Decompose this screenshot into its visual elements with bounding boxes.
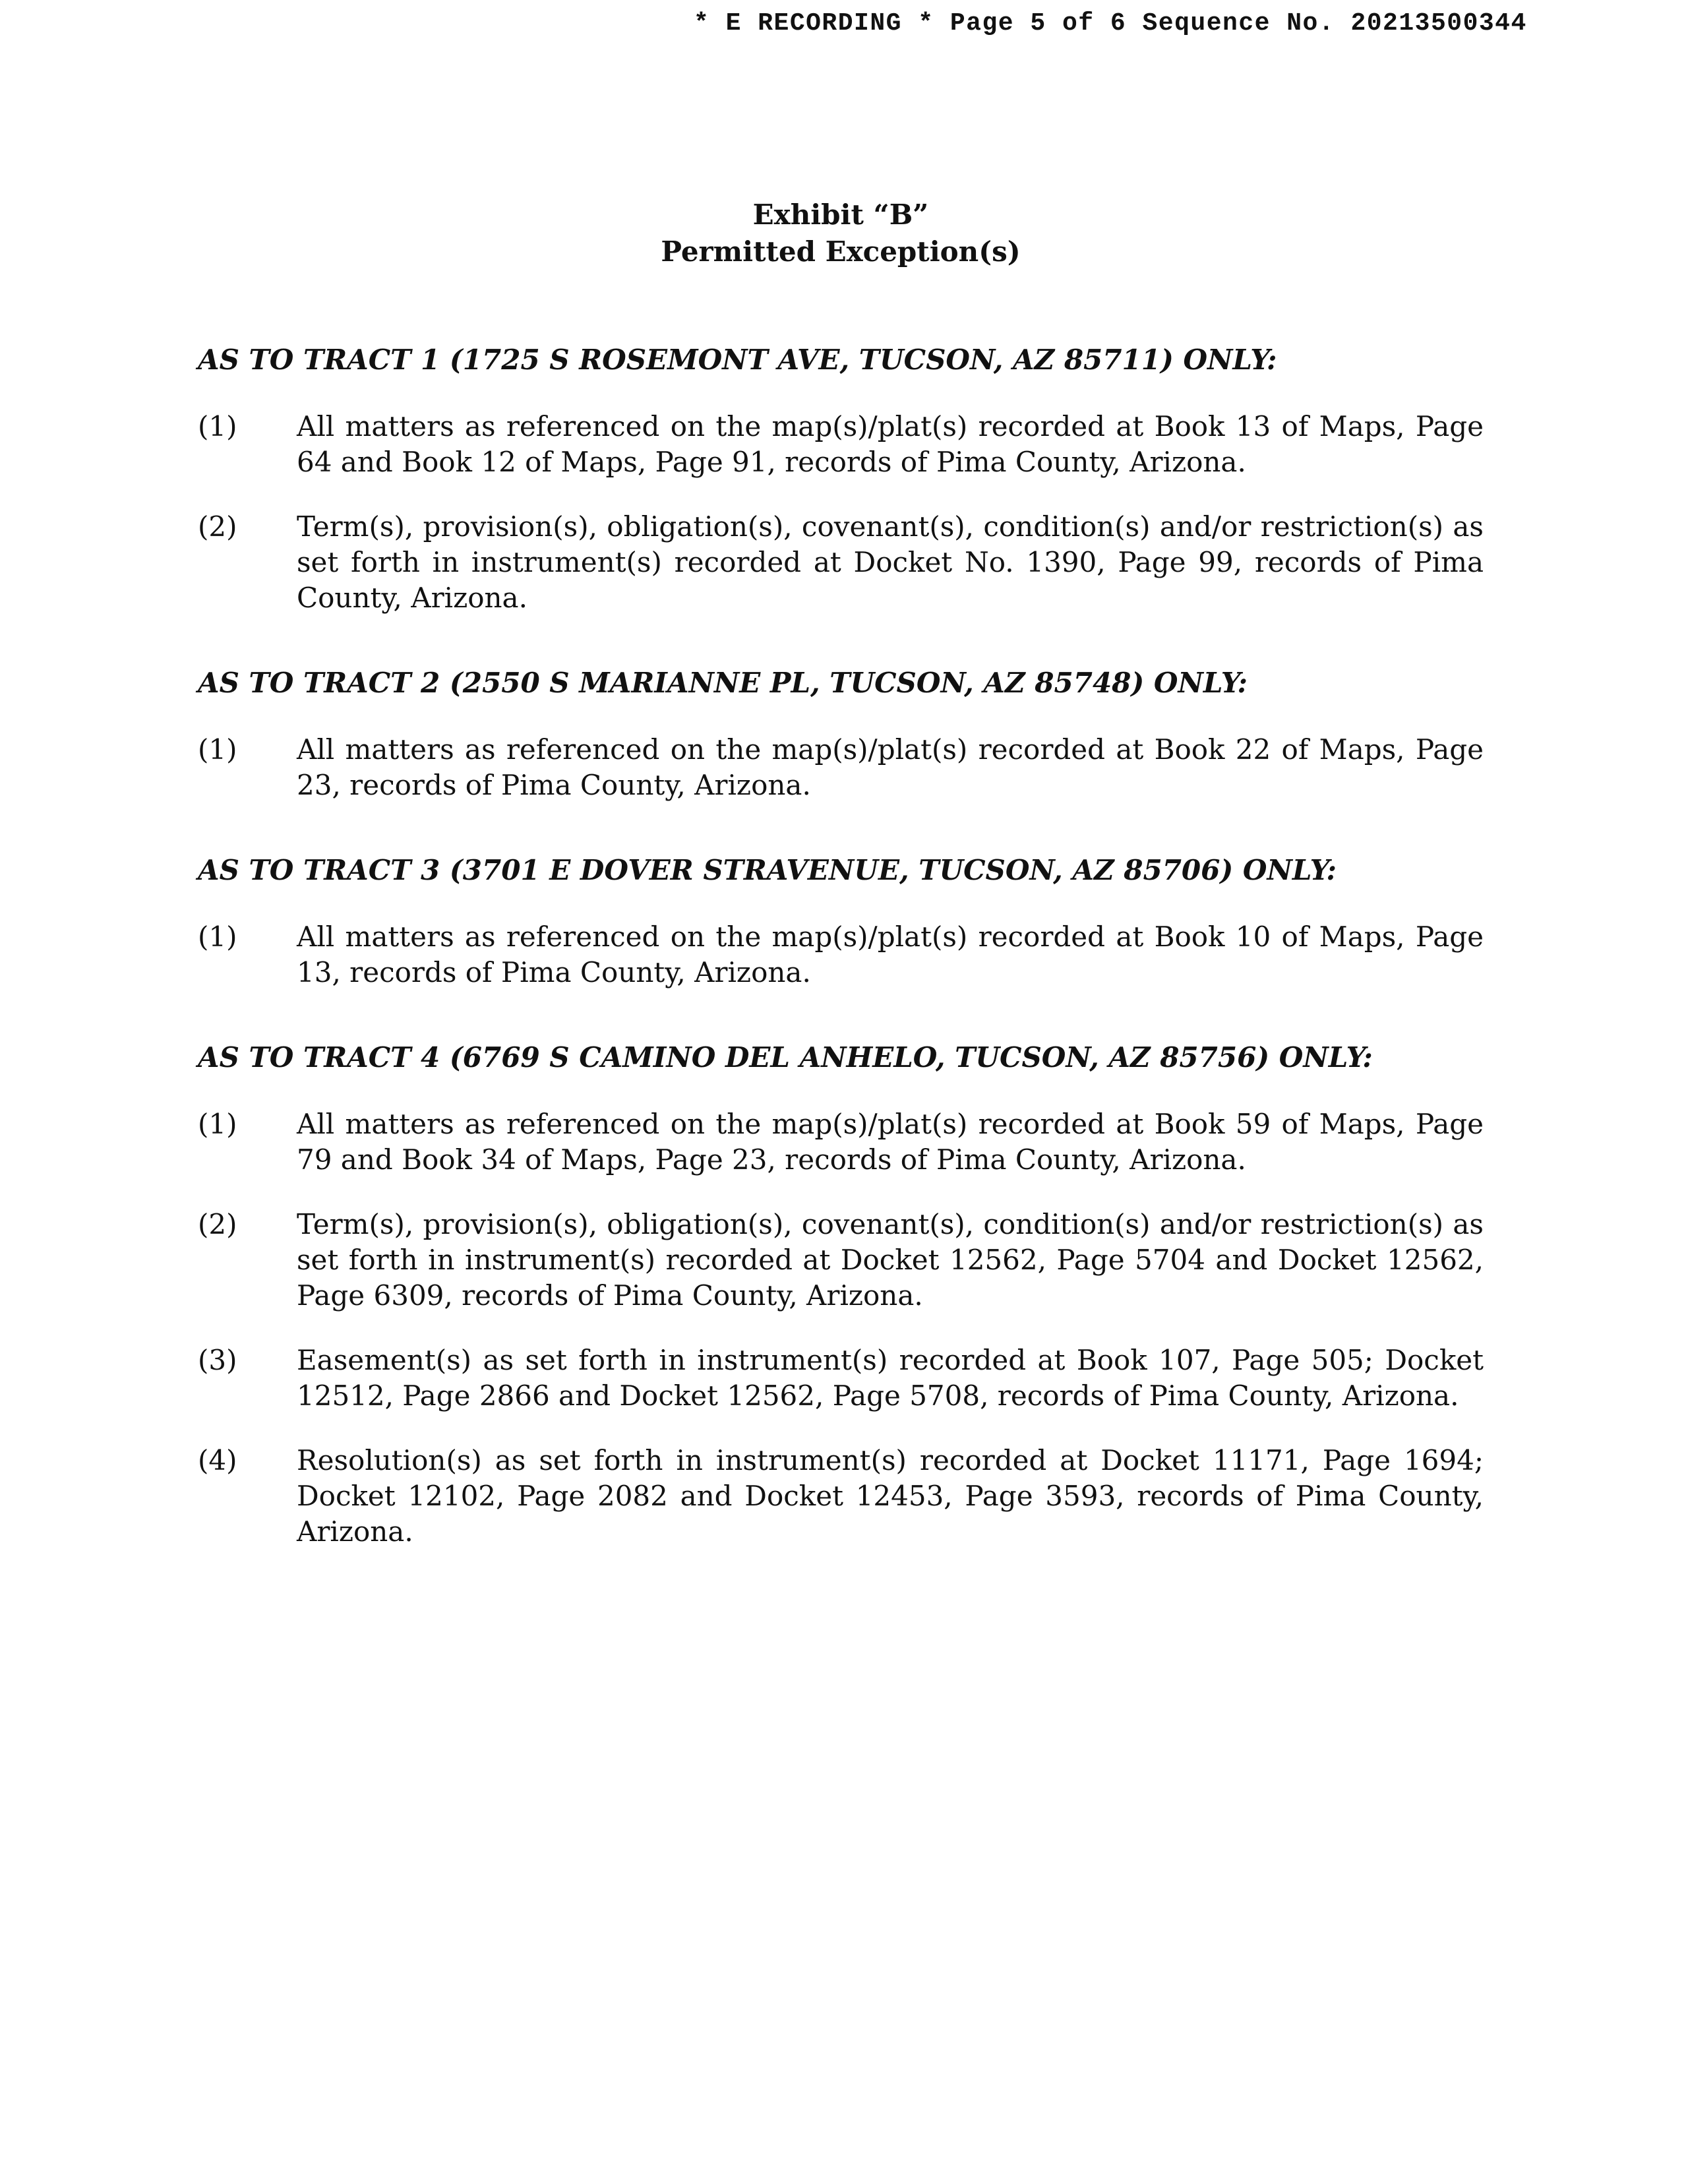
exception-item — [198, 732, 1484, 803]
item-text: All matters as referenced on the map(s)/plat(s) recorded at Book 10 of Maps, Page 13, records of Pima County, Arizona. — [297, 921, 1484, 988]
tract-section-4 — [198, 1039, 1484, 1550]
document-page — [198, 197, 1484, 1598]
tract-heading: AS TO TRACT 3 (3701 E DOVER STRAVENUE, TUCSON, AZ 85706) ONLY: — [198, 854, 1337, 886]
exhibit-title — [198, 197, 1484, 270]
exception-item — [198, 1343, 1484, 1414]
exception-item — [198, 509, 1484, 616]
tract-section-1 — [198, 342, 1484, 616]
exception-item — [198, 1443, 1484, 1550]
item-text: All matters as referenced on the map(s)/plat(s) recorded at Book 59 of Maps, Page 79 and Book 34 of Maps, Page 23, records of Pima County, Arizona. — [297, 1108, 1484, 1176]
item-text: All matters as referenced on the map(s)/plat(s) recorded at Book 22 of Maps, Page 23, records of Pima County, Arizona. — [297, 733, 1484, 801]
item-text: Term(s), provision(s), obligation(s), covenant(s), condition(s) and/or restriction(s) as set forth in instrument(s) recorded at Docket 12562, Page 5704 and Docket 12562, Page 6309, records of Pima County, Arizona. — [297, 1208, 1484, 1312]
recording-stamp: * E RECORDING * Page 5 of 6 Sequence No. 20213500344 — [694, 9, 1527, 38]
item-text: Term(s), provision(s), obligation(s), covenant(s), condition(s) and/or restriction(s) as set forth in instrument(s) recorded at Docket No. 1390, Page 99, records of Pima County, Arizona. — [297, 510, 1484, 614]
item-number: (1) — [198, 921, 237, 953]
tract-section-3 — [198, 852, 1484, 990]
item-number: (1) — [198, 733, 237, 766]
tract-section-2 — [198, 665, 1484, 803]
tract-heading: AS TO TRACT 4 (6769 S CAMINO DEL ANHELO, TUCSON, AZ 85756) ONLY: — [198, 1041, 1373, 1074]
exception-item — [198, 1207, 1484, 1314]
item-number: (1) — [198, 1108, 237, 1140]
item-text: Resolution(s) as set forth in instrument(s) recorded at Docket 11171, Page 1694; Docket 12102, Page 2082 and Docket 12453, Page 3593, records of Pima County, Arizona. — [297, 1444, 1484, 1548]
exception-item — [198, 1107, 1484, 1178]
item-number: (3) — [198, 1344, 237, 1376]
item-number: (2) — [198, 510, 237, 543]
item-text: Easement(s) as set forth in instrument(s) recorded at Book 107, Page 505; Docket 12512, Page 2866 and Docket 12562, Page 5708, records of Pima County, Arizona. — [297, 1344, 1484, 1412]
item-number: (1) — [198, 410, 237, 442]
exception-item — [198, 409, 1484, 480]
exhibit-title-line: Exhibit “B” — [752, 198, 929, 231]
tract-heading: AS TO TRACT 2 (2550 S MARIANNE PL, TUCSON, AZ 85748) ONLY: — [198, 667, 1248, 699]
exception-item — [198, 919, 1484, 990]
exhibit-subtitle: Permitted Exception(s) — [661, 235, 1021, 268]
item-text: All matters as referenced on the map(s)/plat(s) recorded at Book 13 of Maps, Page 64 and Book 12 of Maps, Page 91, records of Pima County, Arizona. — [297, 410, 1484, 478]
item-number: (4) — [198, 1444, 237, 1476]
tract-heading: AS TO TRACT 1 (1725 S ROSEMONT AVE, TUCSON, AZ 85711) ONLY: — [198, 344, 1277, 376]
item-number: (2) — [198, 1208, 237, 1240]
